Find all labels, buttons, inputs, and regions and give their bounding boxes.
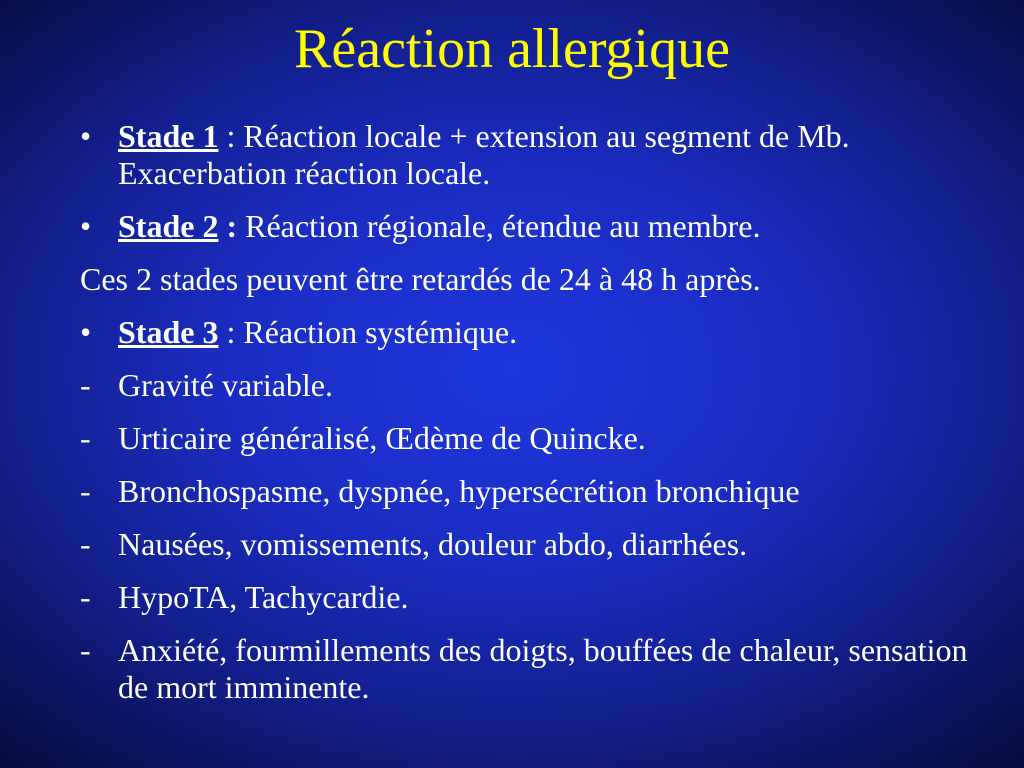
bullet-stade-1 bbox=[80, 118, 980, 192]
dash-item bbox=[80, 632, 980, 706]
bullet-marker: • bbox=[80, 314, 92, 350]
note-text: Ces 2 stades peuvent être retardés de 24 à 48 h après. bbox=[80, 261, 761, 297]
bullet-stade-2 bbox=[80, 208, 980, 245]
dash-marker: - bbox=[80, 632, 91, 668]
slide-title: Réaction allergique bbox=[294, 18, 730, 80]
dash-item bbox=[80, 473, 980, 510]
stade-2-term: Stade 2 bbox=[118, 208, 219, 244]
stade-3-text: : Réaction systémique. bbox=[218, 314, 518, 350]
dash-item-text: Nausées, vomissements, douleur abdo, diarrhées. bbox=[118, 526, 748, 562]
dash-marker: - bbox=[80, 367, 91, 403]
stade-3-term: Stade 3 bbox=[118, 314, 219, 350]
bullet-stade-3 bbox=[80, 314, 980, 351]
dash-item bbox=[80, 579, 980, 616]
dash-item bbox=[80, 367, 980, 404]
dash-item-text: Bronchospasme, dyspnée, hypersécrétion bronchique bbox=[118, 473, 800, 509]
dash-marker: - bbox=[80, 420, 91, 456]
dash-marker: - bbox=[80, 579, 91, 615]
stade-1-term: Stade 1 bbox=[118, 118, 219, 154]
stade-1-text: : Réaction locale + extension au segment de Mb. Exacerbation réaction locale. bbox=[118, 118, 850, 191]
dash-marker: - bbox=[80, 526, 91, 562]
dash-marker: - bbox=[80, 473, 91, 509]
dash-item-text: HypoTA, Tachycardie. bbox=[118, 579, 409, 615]
note-line bbox=[80, 261, 980, 298]
stade-2-term-suffix: : bbox=[218, 208, 238, 244]
stade-2-text: Réaction régionale, étendue au membre. bbox=[237, 208, 761, 244]
dash-item-text: Urticaire généralisé, Œdème de Quincke. bbox=[118, 420, 646, 456]
slide-body bbox=[80, 118, 980, 706]
dash-item-text: Gravité variable. bbox=[118, 367, 333, 403]
dash-item bbox=[80, 420, 980, 457]
bullet-marker: • bbox=[80, 118, 92, 154]
dash-item bbox=[80, 526, 980, 563]
dash-item-text: Anxiété, fourmillements des doigts, bouffées de chaleur, sensation de mort imminente. bbox=[118, 632, 968, 705]
bullet-marker: • bbox=[80, 208, 92, 244]
